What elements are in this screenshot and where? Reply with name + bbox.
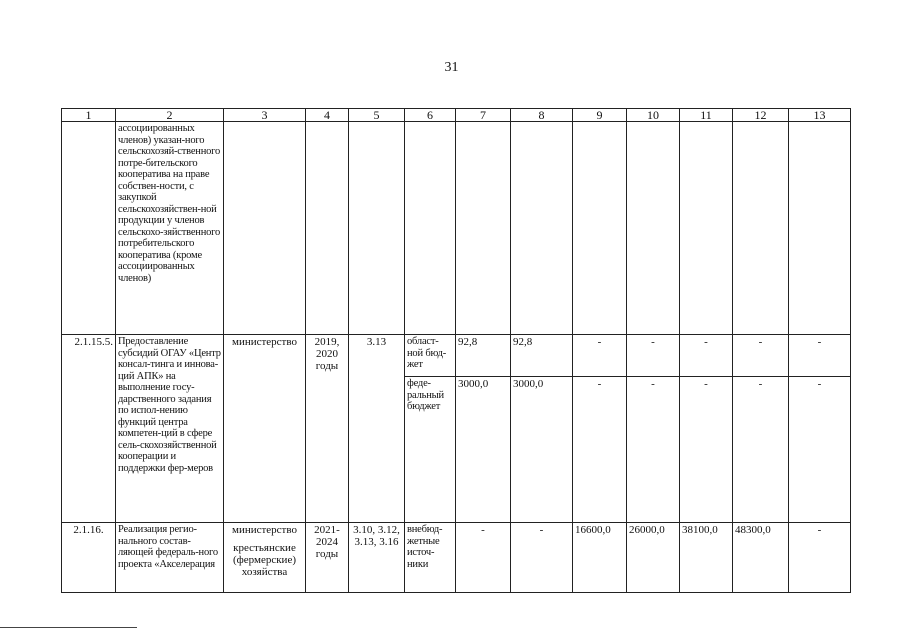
footnote-divider <box>0 627 137 628</box>
cell-col12: 48300,0 <box>733 523 789 593</box>
cell-years: 2021-2024 годы <box>306 523 349 593</box>
cell-indicator: 3.10, 3.12, 3.13, 3.16 <box>349 523 405 593</box>
col-header-1: 1 <box>62 109 116 122</box>
cell-col11: - <box>680 377 733 523</box>
col-header-10: 10 <box>627 109 680 122</box>
cell-col9: 16600,0 <box>573 523 627 593</box>
table-row-2-1-16 <box>62 523 851 593</box>
col-header-7: 7 <box>456 109 511 122</box>
header-row <box>62 109 851 122</box>
cell-source: феде-ральный бюджет <box>405 377 456 523</box>
col-header-5: 5 <box>349 109 405 122</box>
cell-col9: - <box>573 377 627 523</box>
cell-number: 2.1.16. <box>62 523 116 593</box>
col-header-8: 8 <box>511 109 573 122</box>
cell-source: област-ной бюд-жет <box>405 335 456 377</box>
col-header-11: 11 <box>680 109 733 122</box>
cell-indicator: 3.13 <box>349 335 405 523</box>
cell-col12: - <box>733 335 789 377</box>
cell-years: 2019, 2020 годы <box>306 335 349 523</box>
executor-farms: крестьянские (фермерские) хозяйства <box>232 542 296 578</box>
cell-col13: - <box>789 523 851 593</box>
cell-col7: - <box>456 523 511 593</box>
cell-number: 2.1.15.5. <box>62 335 116 523</box>
cell-col7: 3000,0 <box>456 377 511 523</box>
table-row-continuation <box>62 122 851 335</box>
executor-ministry: министерство <box>231 524 297 536</box>
cell-col10: - <box>627 335 680 377</box>
col-header-12: 12 <box>733 109 789 122</box>
cell-executor <box>224 523 306 593</box>
cell-description: Предоставление субсидий ОГАУ «Центр консал-тинга и иннова-ций АПК» на выполнение госу-дарственного задания по испол-нению функций центра компетен-ций в сфере сель-скохозяйственной кооперации и поддержки фер-меров <box>116 335 224 523</box>
cell-source: внебюд-жетные источ-ники <box>405 523 456 593</box>
table-row-2-1-15-5-regional <box>62 335 851 377</box>
cell-col11: 38100,0 <box>680 523 733 593</box>
cell-col9: - <box>573 335 627 377</box>
cell-col11: - <box>680 335 733 377</box>
cell-col8: - <box>511 523 573 593</box>
col-header-6: 6 <box>405 109 456 122</box>
col-header-3: 3 <box>224 109 306 122</box>
cell-col12: - <box>733 377 789 523</box>
cell-col8: 3000,0 <box>511 377 573 523</box>
col-header-4: 4 <box>306 109 349 122</box>
col-header-2: 2 <box>116 109 224 122</box>
col-header-9: 9 <box>573 109 627 122</box>
cell-col8: 92,8 <box>511 335 573 377</box>
cell-col13: - <box>789 335 851 377</box>
program-table <box>61 108 851 593</box>
cell-number <box>62 122 116 335</box>
col-header-13: 13 <box>789 109 851 122</box>
cell-col7: 92,8 <box>456 335 511 377</box>
cell-description: ассоциированных членов) указан-ного сельскохозяй-ственного потре-бительского кооператива на праве собствен-ности, с закупкой сельскохозяйствен-ной продукции у членов сельскохо-зяйственного потребительского кооператива (кроме ассоциированных членов) <box>116 122 224 335</box>
page-number: 31 <box>444 60 459 75</box>
cell-col10: 26000,0 <box>627 523 680 593</box>
cell-executor: министерство <box>224 335 306 523</box>
cell-col13: - <box>789 377 851 523</box>
cell-description: Реализация регио-нального состав-ляющей федераль-ного проекта «Акселерация <box>116 523 224 593</box>
cell-col10: - <box>627 377 680 523</box>
